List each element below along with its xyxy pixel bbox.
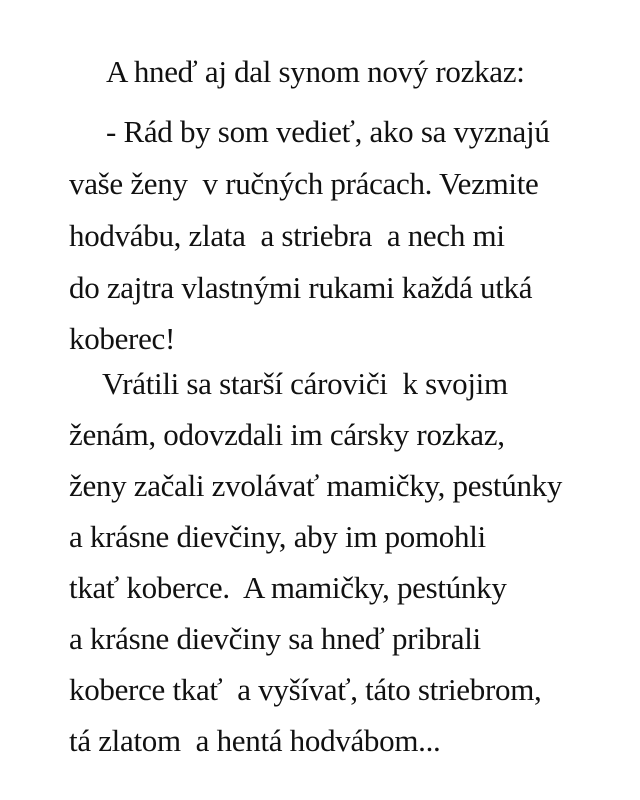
- text-line-7-part-2: či k svojim: [365, 366, 508, 401]
- text-line-2: - Rád by som vedieť, ako sa vyznajú: [106, 114, 550, 149]
- text-line-5: do zajtra vlastnými rukami každá utká: [69, 270, 533, 305]
- text-line-4: hodvábu, zlata a striebra a nech mi: [69, 218, 505, 253]
- text-line-8: ženám, odovzdali im cársky rozkaz,: [69, 417, 505, 452]
- text-line-13: koberce tkať a vyšívať, táto striebrom,: [69, 672, 542, 707]
- text-line-10: a krásne dievčiny, aby im pomohli: [69, 519, 486, 554]
- text-line-11: tkať koberce. A mamičky, pestúnky: [69, 570, 507, 605]
- text-line-6: koberec!: [69, 321, 176, 356]
- text-line-7: [102, 364, 508, 404]
- text-line-1: A hneď aj dal synom nový rozkaz:: [106, 54, 525, 89]
- text-line-7-part-1: Vrátili sa starší cárovi: [102, 366, 366, 401]
- text-line-3: vaše ženy v ručných prácach. Vezmite: [69, 166, 539, 201]
- text-line-12: a krásne dievčiny sa hneď pribrali: [69, 621, 481, 656]
- text-line-9: ženy začali zvolávať mamičky, pestúnky: [69, 468, 563, 503]
- text-line-14: tá zlatom a hentá hodvábom...: [69, 723, 441, 758]
